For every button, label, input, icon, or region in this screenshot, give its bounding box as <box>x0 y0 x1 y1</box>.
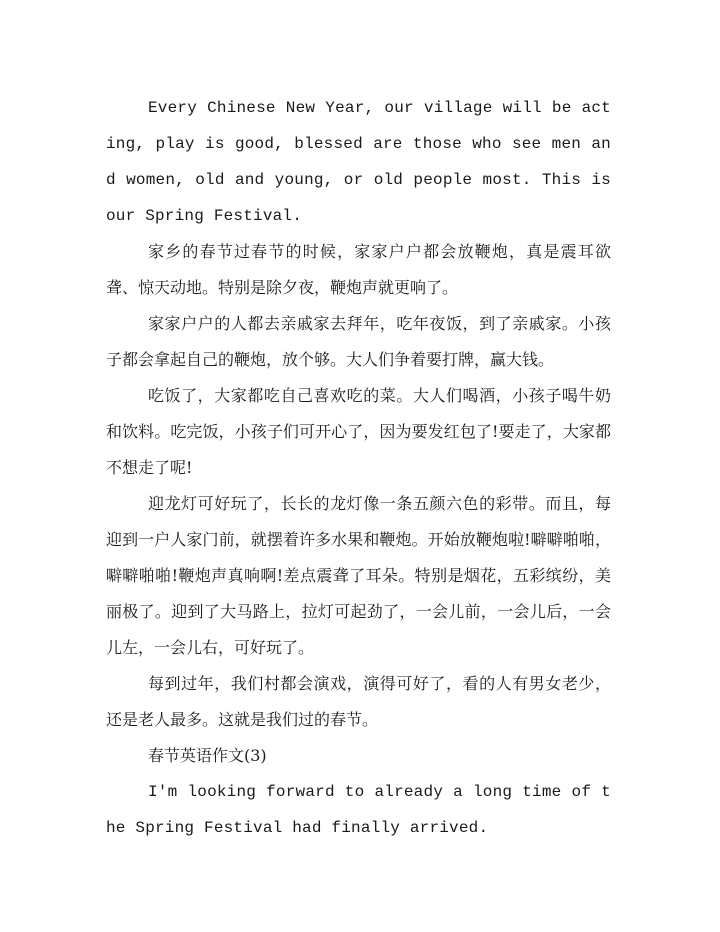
paragraph-village-opera: 每到过年，我们村都会演戏，演得可好了，看的人有男女老少，还是老人最多。这就是我们过的春节。 <box>106 674 611 729</box>
paragraph-dragon-lantern: 迎龙灯可好玩了，长长的龙灯像一条五颜六色的彩带。而且，每迎到一户人家门前，就摆着许多水果和鞭炮。开始放鞭炮啦!噼噼啪啪，噼噼啪啪!鞭炮声真响啊!差点震聋了耳朵。特别是烟花，五彩缤纷，美丽极了。迎到了大马路上，拉灯可起劲了，一会儿前，一会儿后，一会儿左，一会儿右，可好玩了。 <box>106 494 611 657</box>
paragraph-english-closing: I'm looking forward to already a long time of the Spring Festival had finally arrived. <box>106 783 611 837</box>
paragraph-new-year-visits: 家家户户的人都去亲戚家去拜年，吃年夜饭，到了亲戚家。小孩子都会拿起自己的鞭炮，放个够。大人们争着要打牌，赢大钱。 <box>106 314 611 369</box>
paragraph-firecrackers: 家乡的春节过春节的时候，家家户户都会放鞭炮，真是震耳欲聋、惊天动地。特别是除夕夜，鞭炮声就更响了。 <box>106 242 611 297</box>
paragraph-dinner: 吃饭了，大家都吃自己喜欢吃的菜。大人们喝酒，小孩子喝牛奶和饮料。吃完饭，小孩子们可开心了，因为要发红包了!要走了，大家都不想走了呢! <box>106 386 611 477</box>
paragraph-english-intro: Every Chinese New Year, our village will be acting, play is good, blessed are those who see men and women, old and young, or old people most. This is our Spring Festival. <box>106 99 611 225</box>
document-body <box>106 90 611 846</box>
section-heading: 春节英语作文(3) <box>148 746 267 765</box>
